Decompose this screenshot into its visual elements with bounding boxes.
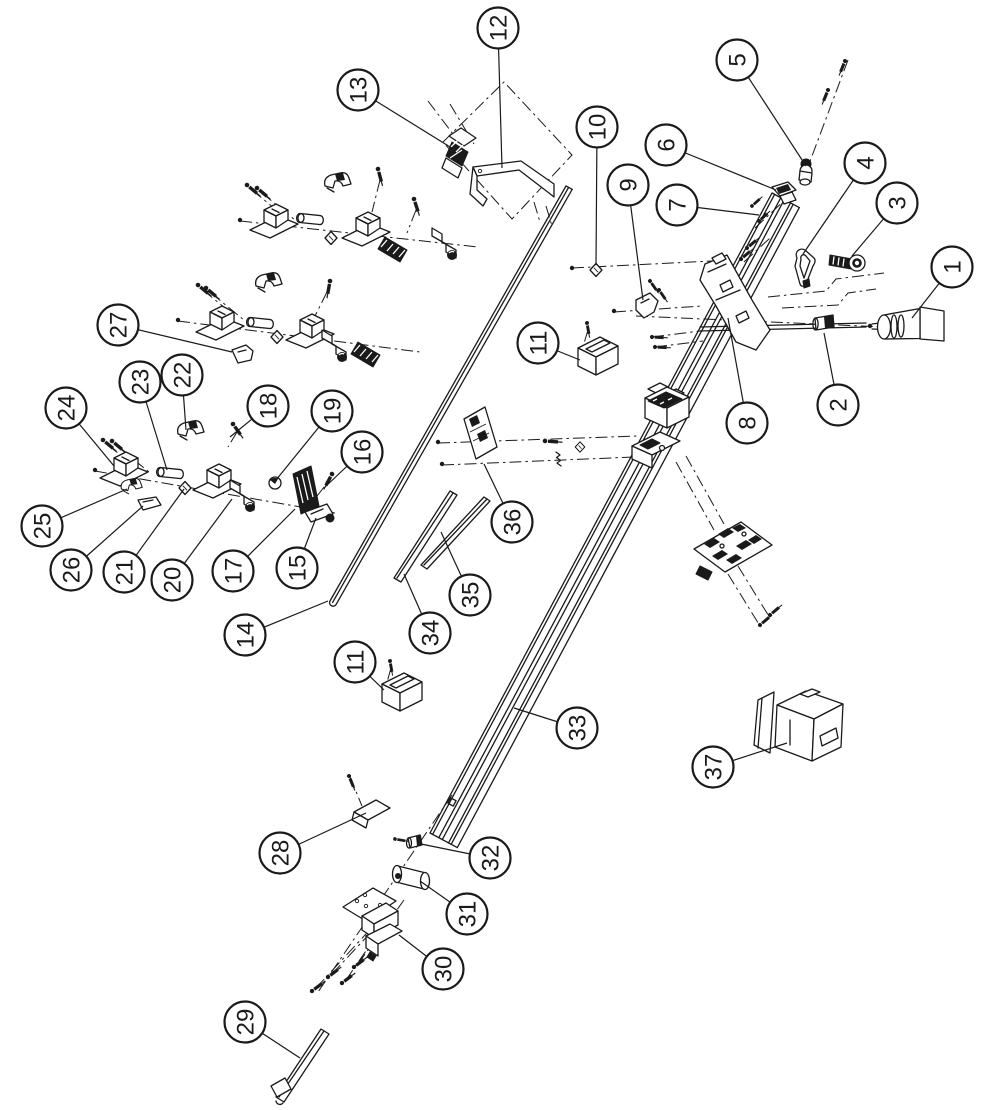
cylinder-part-31 <box>393 866 430 890</box>
strip-part-29 <box>271 1029 329 1104</box>
balloon-number-2: 2 <box>825 398 853 412</box>
balloon-23 <box>120 362 161 403</box>
balloon-number-7: 7 <box>664 198 692 212</box>
balloon-1 <box>932 247 973 288</box>
balloon-number-24: 24 <box>53 394 81 422</box>
hardware-row-1 <box>238 166 457 262</box>
balloon-37 <box>693 747 734 788</box>
shoulder-bolt-part-3 <box>829 255 865 271</box>
balloon-number-25: 25 <box>29 512 57 540</box>
balloon-number-37: 37 <box>700 753 728 781</box>
balloon-11-2 <box>335 642 376 683</box>
balloon-number-30: 30 <box>430 955 458 983</box>
balloon-14 <box>225 615 266 656</box>
balloon-4 <box>845 143 886 184</box>
balloon-number-32: 32 <box>477 844 505 872</box>
balloon-8 <box>727 403 768 444</box>
balloon-number-12: 12 <box>485 14 513 42</box>
bracket-part-27 <box>232 345 253 363</box>
mount-bracket-part-11-lower <box>382 659 422 711</box>
balloon-number-33: 33 <box>564 714 592 742</box>
balloon-number-20: 20 <box>159 566 187 594</box>
balloon-number-6: 6 <box>653 138 681 152</box>
balloon-12 <box>478 8 519 49</box>
clip-part-6 <box>772 182 796 204</box>
balloon-3 <box>877 183 918 224</box>
balloon-number-10: 10 <box>584 113 612 141</box>
clip-part-13 <box>442 128 476 178</box>
balloon-number-17: 17 <box>220 557 248 585</box>
balloon-35 <box>450 575 491 616</box>
balloon-number-5: 5 <box>724 53 752 67</box>
balloon-number-19: 19 <box>319 397 347 425</box>
balloon-36 <box>492 502 533 543</box>
motor-part-1 <box>868 307 944 341</box>
balloon-27 <box>98 305 139 346</box>
balloon-number-34: 34 <box>417 619 445 647</box>
balloon-number-1: 1 <box>939 260 967 274</box>
balloon-32 <box>470 838 511 879</box>
sensor-plate-part-36 <box>464 407 497 459</box>
balloon-number-4: 4 <box>852 156 880 170</box>
balloon-20 <box>152 560 193 601</box>
pcb-assembly <box>694 522 783 628</box>
balloon-number-15: 15 <box>284 554 312 582</box>
balloon-33 <box>557 708 598 749</box>
nut-part-10 <box>570 264 602 277</box>
balloon-28 <box>260 833 301 874</box>
balloon-25 <box>22 506 63 547</box>
home-plate-part-30 <box>309 888 402 994</box>
balloon-number-27: 27 <box>105 311 133 339</box>
balloon-9 <box>608 165 649 206</box>
balloon-number-18: 18 <box>255 392 283 420</box>
balloon-number-8: 8 <box>734 416 762 430</box>
coupler-part-32 <box>393 835 422 848</box>
balloon-11 <box>518 323 559 364</box>
balloon-number-31: 31 <box>454 900 482 928</box>
balloon-17 <box>213 551 254 592</box>
balloon-number-35: 35 <box>457 581 485 609</box>
tension-cam-part-5 <box>799 58 848 185</box>
balloon-21 <box>104 552 145 593</box>
motor-bracket-part-8 <box>650 236 770 350</box>
belt-loop-part-4 <box>795 249 815 288</box>
balloon-number-3: 3 <box>884 196 912 210</box>
balloon-13 <box>338 70 379 111</box>
balloon-number-13: 13 <box>345 76 373 104</box>
cable-guide-bracket-part-12 <box>470 161 554 206</box>
balloon-number-29: 29 <box>232 1008 260 1036</box>
balloon-number-26: 26 <box>58 556 86 584</box>
balloon-29 <box>225 1002 266 1043</box>
balloon-number-14: 14 <box>232 621 260 649</box>
bracket-part-28 <box>346 773 390 828</box>
mount-bracket-part-11-upper <box>578 321 618 375</box>
balloon-31 <box>447 894 488 935</box>
balloon-19 <box>312 391 353 432</box>
balloon-30 <box>423 949 464 990</box>
balloon-7 <box>657 185 698 226</box>
balloon-number-28: 28 <box>267 839 295 867</box>
balloon-number-23: 23 <box>127 368 155 396</box>
balloon-15 <box>277 548 318 589</box>
callout-balloons <box>22 8 973 1043</box>
balloon-number-16: 16 <box>349 438 377 466</box>
balloon-number-11-2: 11 <box>342 649 370 675</box>
balloon-number-11: 11 <box>525 330 553 356</box>
balloon-number-9: 9 <box>615 178 643 192</box>
balloon-22 <box>162 355 203 396</box>
balloon-6 <box>646 125 687 166</box>
leader-lines <box>42 28 952 1058</box>
balloon-number-22: 22 <box>169 361 197 389</box>
balloon-number-21: 21 <box>111 558 139 586</box>
balloon-10 <box>577 107 618 148</box>
roller-part-19 <box>269 477 281 489</box>
balloon-number-36: 36 <box>499 508 527 536</box>
balloon-16 <box>342 432 383 473</box>
housing-box-part-37 <box>754 689 843 761</box>
balloon-5 <box>717 40 758 81</box>
balloon-26 <box>51 550 92 591</box>
balloon-2 <box>818 385 859 426</box>
balloon-34 <box>410 613 451 654</box>
hardware-row-2 <box>176 273 380 367</box>
balloon-18 <box>248 386 289 427</box>
balloon-24 <box>46 388 87 429</box>
